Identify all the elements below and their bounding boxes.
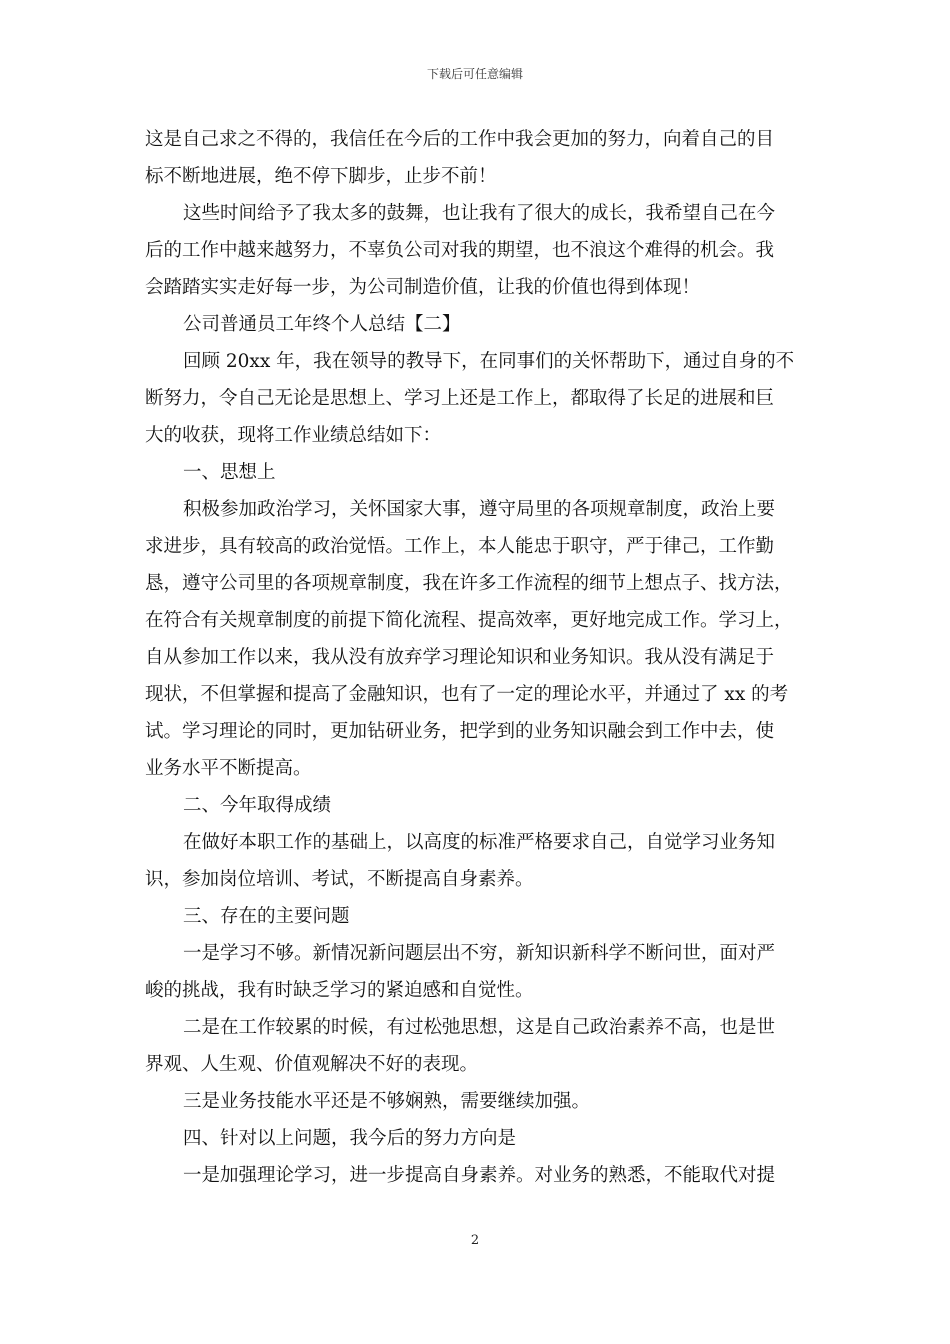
text-line: 积极参加政治学习，关怀国家大事，遵守局里的各项规章制度，政治上要: [183, 499, 776, 520]
text-line: 现状，不但掌握和提高了金融知识，也有了一定的理论水平，并通过了 xx 的考: [145, 684, 789, 705]
text-line: 恳，遵守公司里的各项规章制度，我在许多工作流程的细节上想点子、找方法，: [145, 573, 793, 594]
text-line: 求进步，具有较高的政治觉悟。工作上，本人能忠于职守，严于律己，工作勤: [145, 536, 775, 557]
section-heading: 四、针对以上问题，我今后的努力方向是: [183, 1128, 517, 1149]
text-line: 断努力，令自己无论是思想上、学习上还是工作上，都取得了长足的进展和巨: [145, 388, 775, 409]
text-line: 试。学习理论的同时，更加钻研业务，把学到的业务知识融会到工作中去，使: [145, 721, 775, 742]
text-line: 这是自己求之不得的，我信任在今后的工作中我会更加的努力，向着自己的目: [145, 129, 775, 150]
text-line: 二是在工作较累的时候，有过松弛思想，这是自己政治素养不高，也是世: [183, 1017, 776, 1038]
text-line: 标不断地进展，绝不停下脚步，止步不前！: [145, 166, 497, 187]
text-line: 业务水平不断提高。: [145, 758, 312, 779]
text-line: 在做好本职工作的基础上，以高度的标准严格要求自己，自觉学习业务知: [183, 832, 776, 853]
text-line: 识，参加岗位培训、考试，不断提高自身素养。: [145, 869, 534, 890]
text-line: 峻的挑战，我有时缺乏学习的紧迫感和自觉性。: [145, 980, 534, 1001]
text-line: 一是加强理论学习，进一步提高自身素养。对业务的熟悉，不能取代对提: [183, 1165, 776, 1186]
section-title: 公司普通员工年终个人总结【二】: [183, 314, 461, 335]
text-line: 一是学习不够。新情况新问题层出不穷，新知识新科学不断问世，面对严: [183, 943, 776, 964]
document-body: [145, 121, 810, 1194]
section-heading: 三、存在的主要问题: [183, 906, 350, 927]
text-line: 界观、人生观、价值观解决不好的表现。: [145, 1054, 479, 1075]
text-line: 后的工作中越来越努力，不辜负公司对我的期望，也不浪这个难得的机会。我: [145, 240, 775, 261]
section-heading: 一、思想上: [183, 462, 276, 483]
text-line: 自从参加工作以来，我从没有放弃学习理论知识和业务知识。我从没有满足于: [145, 647, 775, 668]
page-header: 下载后可任意编辑: [426, 67, 523, 81]
text-line: 会踏踏实实走好每一步，为公司制造价值，让我的价值也得到体现！: [145, 277, 701, 298]
page-number: 2: [470, 1233, 480, 1248]
text-line: 大的收获，现将工作业绩总结如下：: [145, 425, 442, 446]
section-heading: 二、今年取得成绩: [183, 795, 332, 816]
text-line: 在符合有关规章制度的前提下简化流程、提高效率，更好地完成工作。学习上，: [145, 610, 793, 631]
text-line: 三是业务技能水平还是不够娴熟，需要继续加强。: [183, 1091, 591, 1112]
text-line: 回顾 20xx 年，我在领导的教导下，在同事们的关怀帮助下，通过自身的不: [183, 351, 795, 372]
text-line: 这些时间给予了我太多的鼓舞，也让我有了很大的成长，我希望自己在今: [183, 203, 776, 224]
